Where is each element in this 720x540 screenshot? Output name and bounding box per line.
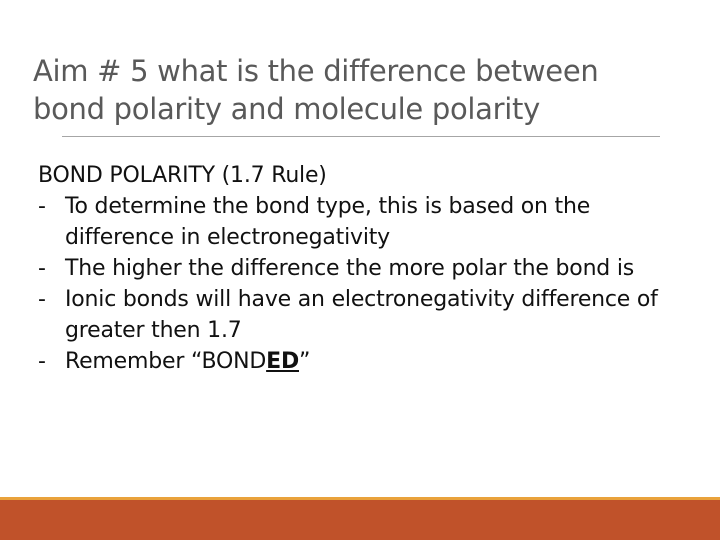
bonded-phrase xyxy=(65,349,310,374)
section-heading: BOND POLARITY (1.7 Rule) xyxy=(38,163,327,188)
bonded-prefix: Remember “BOND xyxy=(65,349,267,374)
list-item xyxy=(38,284,678,346)
list-item xyxy=(38,346,678,377)
bullet-dash: - xyxy=(38,287,46,312)
footer-bar xyxy=(0,497,720,540)
footer-accent-line xyxy=(0,497,720,500)
bullet-dash: - xyxy=(38,349,46,374)
bullet-list xyxy=(38,191,678,377)
bullet-dash: - xyxy=(38,194,46,219)
bullet-text: The higher the difference the more polar the bond is xyxy=(65,256,635,281)
bonded-emphasis: ED xyxy=(266,349,299,374)
slide-content xyxy=(38,160,678,377)
slide-title: Aim # 5 what is the difference between bond polarity and molecule polarity xyxy=(33,54,599,126)
bullet-dash: - xyxy=(38,256,46,281)
bonded-suffix: ” xyxy=(299,349,311,374)
bullet-text: Ionic bonds will have an electronegativity difference of greater then 1.7 xyxy=(65,287,658,343)
title-divider xyxy=(62,136,660,137)
list-item xyxy=(38,191,678,253)
bullet-text: To determine the bond type, this is based on the difference in electronegativity xyxy=(65,194,591,250)
list-item xyxy=(38,253,678,284)
